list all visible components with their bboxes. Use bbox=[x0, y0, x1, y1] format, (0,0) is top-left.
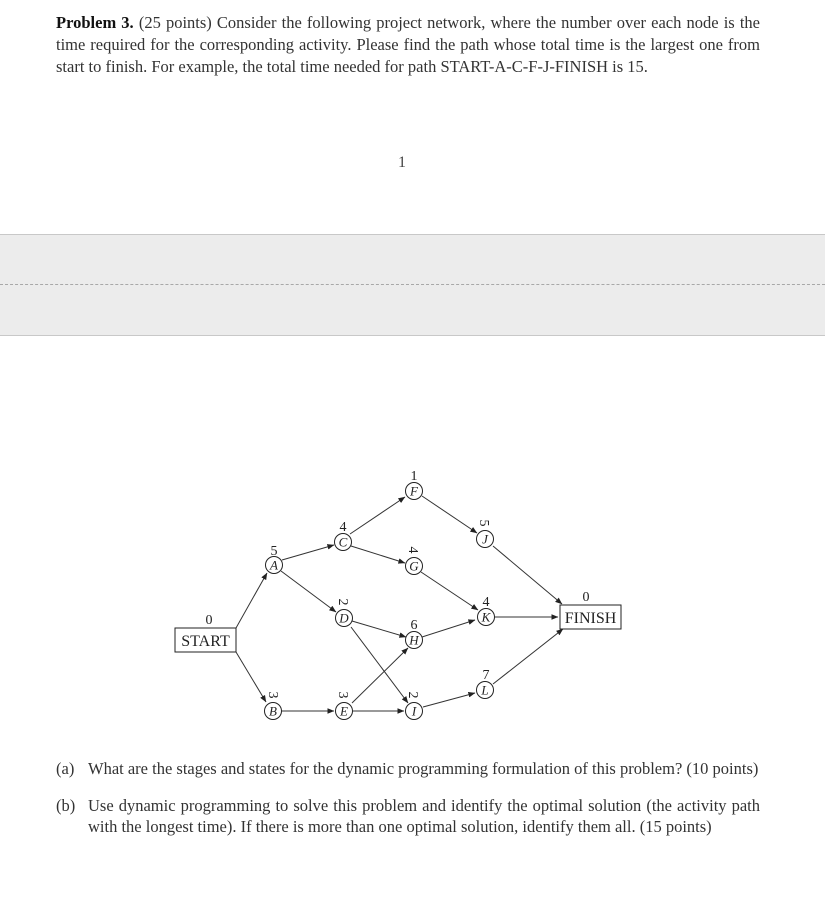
finish-label: FINISH bbox=[564, 610, 617, 627]
edge-d-h bbox=[352, 621, 406, 637]
edge-c-f bbox=[350, 497, 405, 534]
node-l-time: 7 bbox=[482, 668, 490, 683]
node-c-label: C bbox=[338, 534, 348, 550]
node-d-time: 2 bbox=[335, 598, 350, 606]
part-b-label: (b) bbox=[56, 796, 76, 815]
edge-e-h bbox=[352, 648, 408, 703]
node-f-label: F bbox=[410, 483, 418, 499]
node-b-label: B bbox=[269, 703, 277, 719]
part-b-text: Use dynamic programming to solve this problem and identify the optimal solution (the activity path with the longest time). If there is more than one optimal solution, identify them all. (15 points) bbox=[88, 796, 760, 836]
node-a bbox=[266, 544, 283, 574]
node-h-label: H bbox=[409, 632, 419, 648]
node-d bbox=[335, 599, 353, 627]
node-c-time: 4 bbox=[339, 520, 347, 535]
node-l bbox=[477, 668, 494, 699]
page-number: 1 bbox=[398, 154, 406, 171]
problem-text: (25 points) Consider the following project network, where the number over each node is the time required for the corresponding activity. Please find the path whose total time is the largest one from start to finish. For example, the total time needed for path START-A-C-F-J-FINISH is 15. bbox=[56, 13, 761, 76]
node-h-time: 6 bbox=[410, 618, 418, 633]
node-k-label: K bbox=[481, 609, 491, 625]
edge-d-i bbox=[351, 627, 408, 703]
node-l-label: L bbox=[481, 682, 489, 698]
part-b bbox=[56, 795, 760, 837]
project-network-diagram bbox=[0, 440, 825, 740]
node-k-time: 4 bbox=[482, 595, 490, 610]
edge-start-b bbox=[236, 652, 266, 702]
node-b-time: 3 bbox=[265, 691, 280, 699]
question-parts bbox=[56, 758, 760, 853]
edge-j-finish bbox=[493, 546, 562, 604]
node-i-label: I bbox=[411, 703, 417, 719]
node-a-time: 5 bbox=[270, 544, 278, 559]
node-j bbox=[476, 520, 494, 548]
finish-node bbox=[560, 590, 621, 629]
problem-statement bbox=[56, 12, 760, 78]
node-d-label: D bbox=[339, 610, 349, 626]
node-g-label: G bbox=[409, 558, 419, 574]
edge-h-k bbox=[422, 620, 475, 637]
node-i bbox=[405, 692, 423, 720]
edge-c-g bbox=[351, 546, 405, 563]
problem-label: Problem 3. bbox=[56, 13, 134, 32]
part-a bbox=[56, 758, 760, 779]
node-e-time: 3 bbox=[335, 691, 350, 699]
page-break-divider bbox=[0, 284, 825, 285]
node-c bbox=[335, 520, 352, 551]
start-node bbox=[175, 613, 236, 652]
node-j-label: J bbox=[482, 531, 488, 547]
node-g-time: 4 bbox=[405, 546, 420, 554]
node-k bbox=[478, 595, 495, 626]
edge-start-a bbox=[236, 573, 267, 628]
activity-nodes bbox=[265, 469, 495, 720]
edge-f-j bbox=[422, 496, 477, 533]
node-h bbox=[406, 618, 423, 649]
node-g bbox=[405, 547, 423, 575]
part-a-text: What are the stages and states for the dynamic programming formulation of this problem? (10 points) bbox=[88, 759, 759, 778]
page-break-gap bbox=[0, 234, 825, 336]
node-f-time: 1 bbox=[410, 469, 418, 484]
edge-i-l bbox=[423, 693, 475, 707]
edge-l-finish bbox=[493, 629, 563, 684]
node-f bbox=[406, 469, 423, 500]
edge-a-c bbox=[282, 545, 334, 560]
edge-a-d bbox=[281, 571, 336, 612]
finish-time: 0 bbox=[582, 590, 590, 605]
node-e bbox=[335, 692, 353, 720]
node-j-time: 5 bbox=[476, 519, 491, 527]
node-b bbox=[265, 692, 282, 720]
network-edges bbox=[236, 496, 563, 711]
start-time: 0 bbox=[205, 613, 213, 628]
edge-g-k bbox=[421, 572, 478, 610]
part-a-label: (a) bbox=[56, 759, 75, 778]
start-label: START bbox=[181, 633, 230, 650]
node-e-label: E bbox=[340, 703, 348, 719]
node-i-time: 2 bbox=[405, 691, 420, 699]
node-a-label: A bbox=[270, 557, 278, 573]
